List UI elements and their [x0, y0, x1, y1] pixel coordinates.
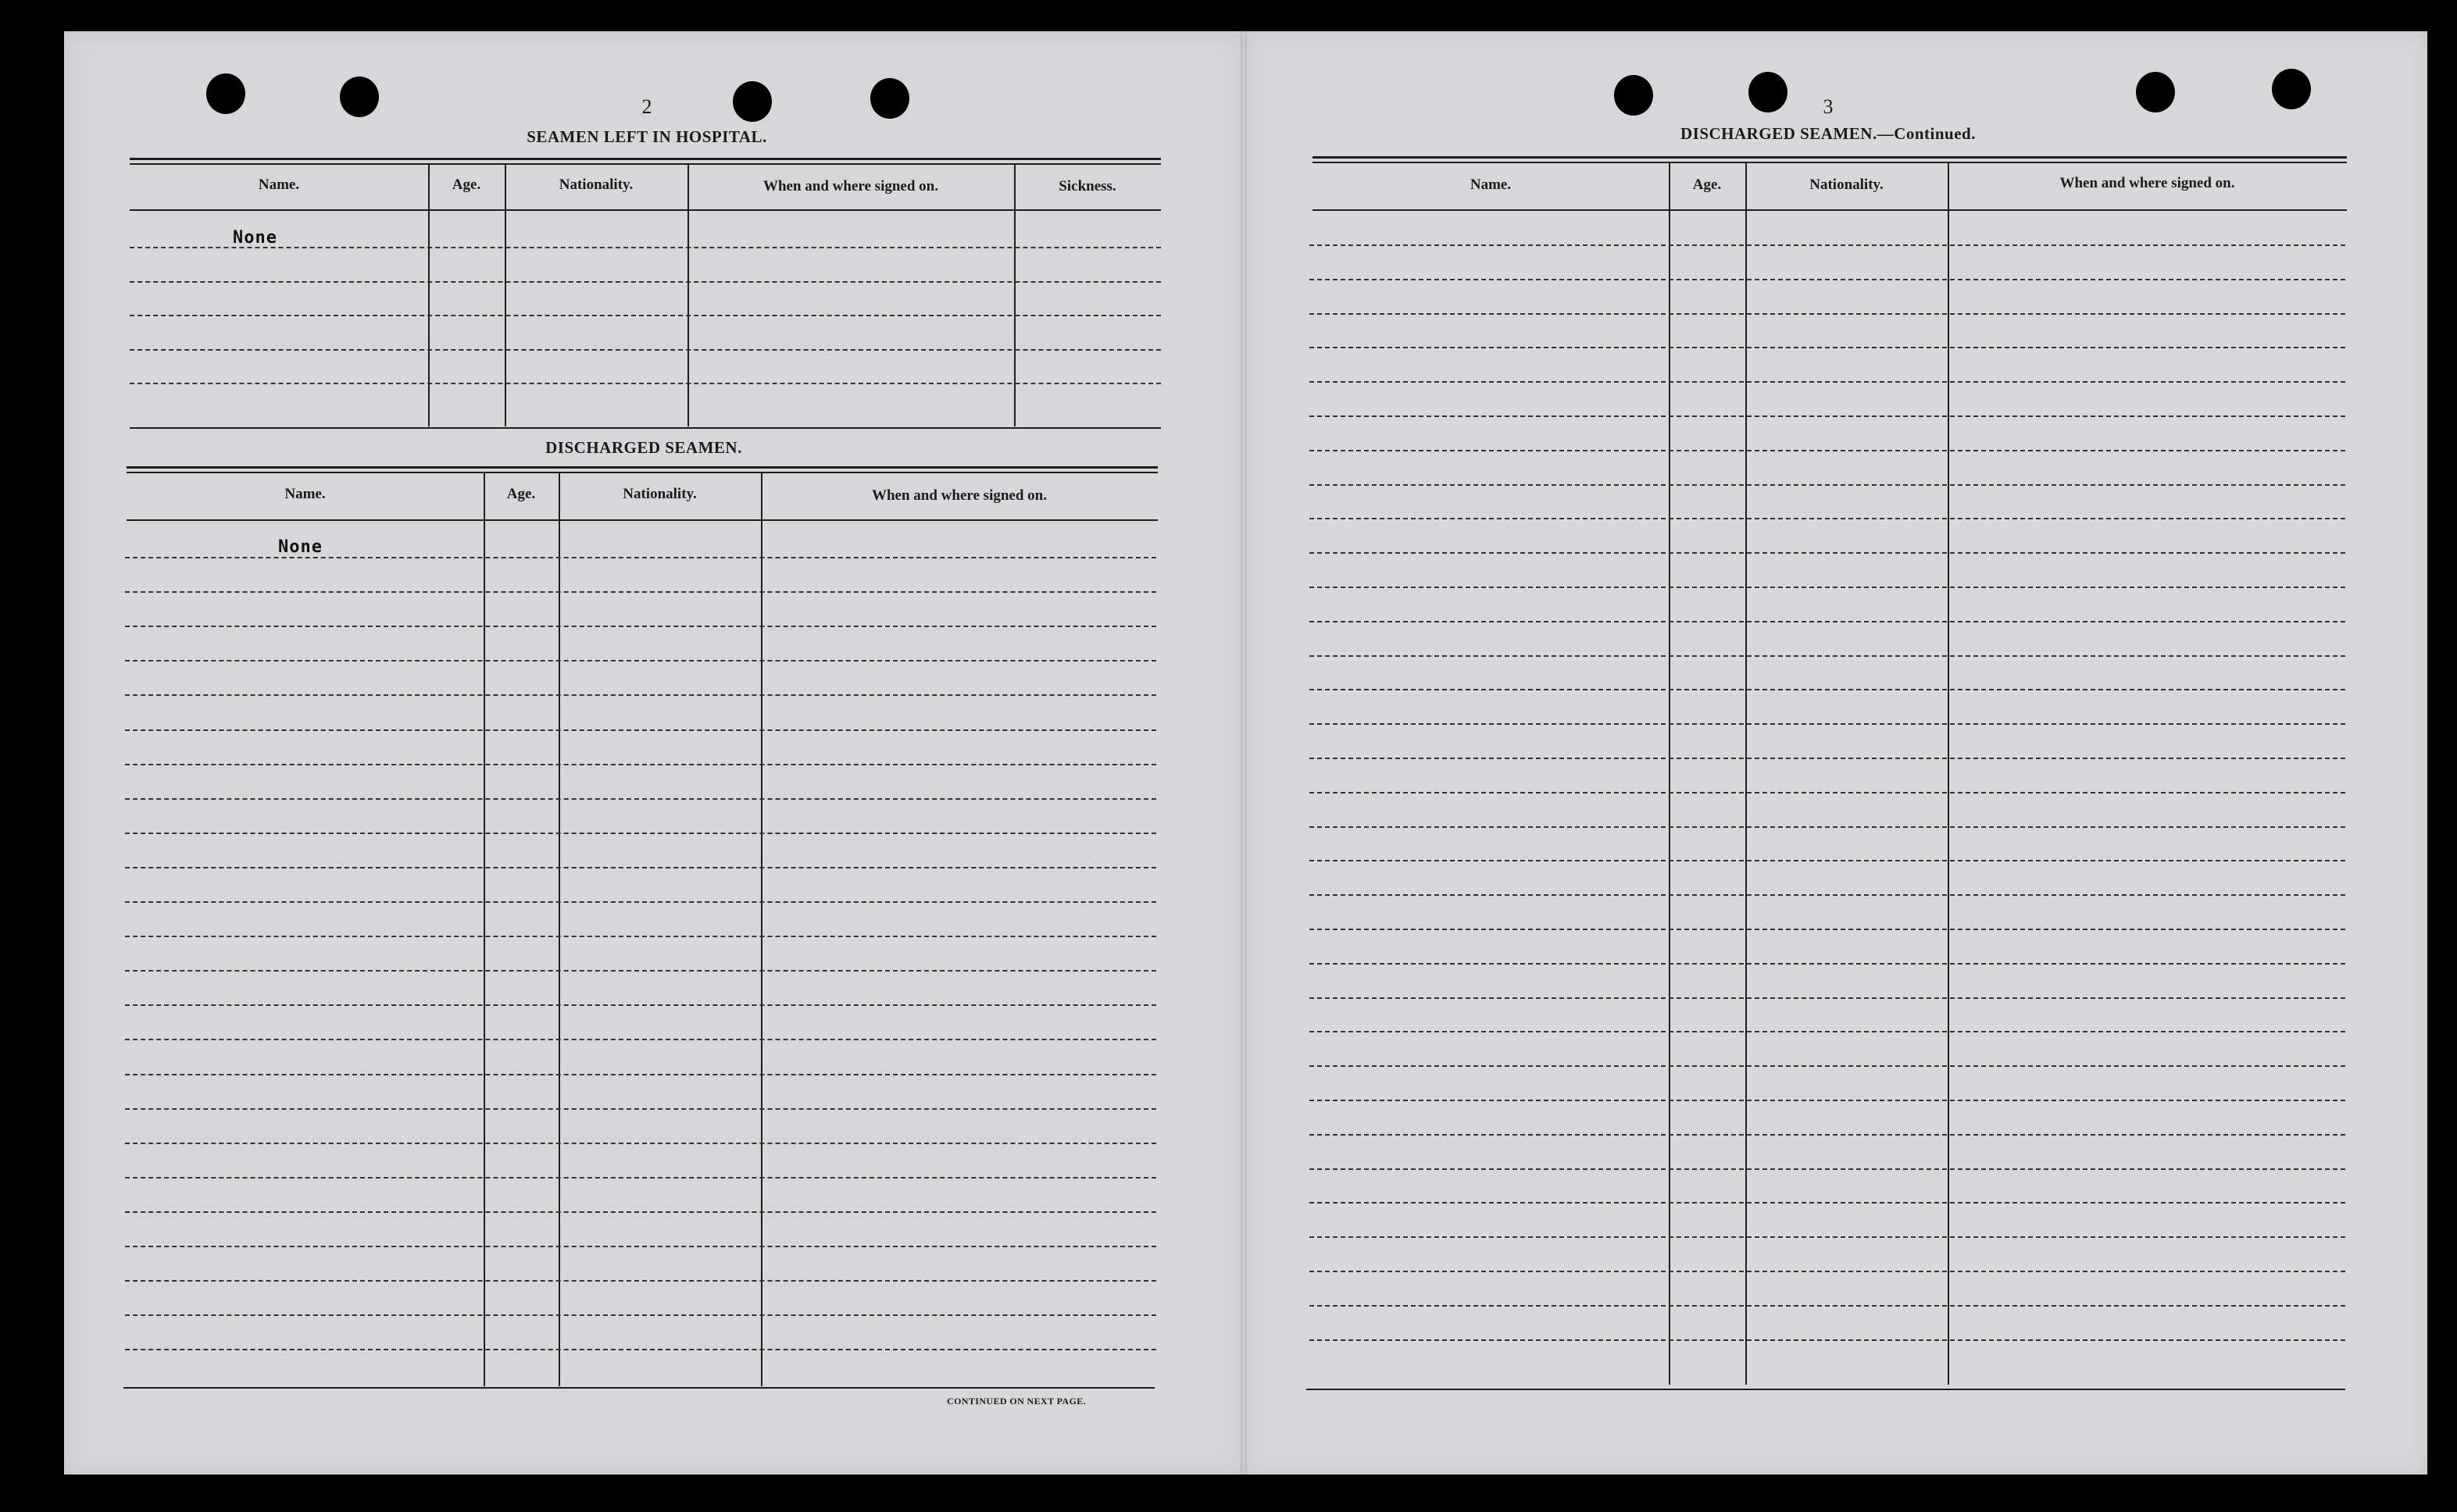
ledger-row-line — [125, 1108, 1156, 1110]
ledger-row-line — [1309, 1236, 2345, 1238]
continued-table-top-rule — [1312, 156, 2347, 159]
ledger-row-line — [125, 660, 1156, 662]
ledger-row-line — [125, 936, 1156, 937]
ledger-row-line — [1309, 279, 2345, 280]
discharged-col-divider — [559, 472, 560, 1386]
ledger-row-line — [1309, 484, 2345, 486]
hospital-header-rule — [130, 209, 1161, 211]
ledger-row-line — [125, 1143, 1156, 1144]
discharged-table-top-rule — [127, 466, 1158, 469]
discharged-col-signed-on: When and where signed on. — [871, 487, 1047, 504]
ledger-row-line — [130, 247, 1161, 248]
ledger-row-line — [125, 1177, 1156, 1179]
discharged-table-top-rule-2 — [127, 472, 1158, 473]
ledger-row-line — [1309, 621, 2345, 622]
ledger-row-line — [1309, 997, 2345, 999]
hospital-col-nationality: Nationality. — [559, 177, 634, 193]
continued-header-rule — [1312, 209, 2347, 211]
ledger-row-line — [125, 798, 1156, 800]
ledger-row-line — [125, 867, 1156, 868]
hospital-table-bottom-rule — [130, 427, 1161, 429]
continued-col-divider — [1745, 162, 1747, 1385]
punch-hole — [2136, 72, 2175, 112]
ledger-row-line — [125, 1349, 1156, 1350]
ledger-row-line — [1309, 244, 2345, 246]
discharged-continued-title: DISCHARGED SEAMEN.—Continued. — [1680, 124, 1976, 143]
hospital-col-divider — [687, 164, 689, 426]
ledger-row-line — [1309, 1100, 2345, 1101]
ledger-row-line — [1309, 518, 2345, 519]
hospital-col-signed-on: When and where signed on. — [762, 178, 938, 194]
ledger-row-line — [1309, 826, 2345, 828]
ledger-row-line — [1309, 758, 2345, 759]
hospital-col-sickness: Sickness. — [1059, 178, 1116, 194]
discharged-col-divider — [761, 472, 762, 1386]
hospital-col-divider — [1014, 164, 1016, 426]
ledger-row-line — [125, 1280, 1156, 1282]
ledger-row-line — [125, 1074, 1156, 1075]
page-number-right: 3 — [1823, 95, 1834, 118]
hospital-section-title: SEAMEN LEFT IN HOSPITAL. — [527, 127, 767, 146]
ledger-row-line — [1309, 1031, 2345, 1032]
punch-hole — [1748, 72, 1787, 112]
ledger-row-line — [1309, 963, 2345, 965]
ledger-row-line — [1309, 552, 2345, 554]
hospital-col-age: Age. — [452, 177, 481, 193]
discharged-table-bottom-rule — [123, 1387, 1155, 1389]
continued-table-bottom-rule — [1306, 1389, 2345, 1390]
ledger-row-line — [125, 557, 1156, 558]
discharged-col-name: Name. — [284, 486, 326, 502]
punch-hole — [870, 78, 909, 119]
ledger-row-line — [1309, 655, 2345, 657]
discharged-entry-name: None — [278, 537, 323, 557]
punch-hole — [2272, 69, 2311, 109]
continued-col-signed-on: When and where signed on. — [2059, 175, 2235, 191]
continued-col-age: Age. — [1692, 177, 1722, 193]
hospital-table-top-rule — [130, 158, 1161, 160]
discharged-col-age: Age. — [506, 486, 536, 502]
punch-hole — [206, 73, 245, 114]
ledger-row-line — [1309, 1168, 2345, 1170]
discharged-col-divider — [484, 472, 485, 1386]
ledger-row-line — [125, 1246, 1156, 1247]
discharged-section-title: DISCHARGED SEAMEN. — [545, 438, 742, 457]
ledger-row-line — [125, 591, 1156, 593]
ledger-row-line — [1309, 860, 2345, 861]
right-page — [1244, 31, 2427, 1475]
ledger-row-line — [1309, 587, 2345, 588]
continued-col-divider — [1948, 162, 1949, 1385]
ledger-row-line — [125, 833, 1156, 834]
page-fold — [1241, 31, 1247, 1475]
ledger-row-line — [125, 970, 1156, 972]
ledger-row-line — [1309, 1134, 2345, 1136]
hospital-col-name: Name. — [258, 177, 300, 193]
continued-table-top-rule-2 — [1312, 162, 2347, 163]
continued-note: CONTINUED ON NEXT PAGE. — [947, 1396, 1087, 1407]
ledger-row-line — [1309, 450, 2345, 451]
ledger-row-line — [1309, 929, 2345, 930]
ledger-row-line — [125, 729, 1156, 731]
ledger-row-line — [130, 349, 1161, 351]
discharged-header-rule — [127, 519, 1158, 521]
continued-col-name: Name. — [1470, 177, 1512, 193]
ledger-row-line — [1309, 1339, 2345, 1341]
ledger-row-line — [125, 694, 1156, 696]
hospital-col-divider — [505, 164, 506, 426]
ledger-row-line — [1309, 1065, 2345, 1067]
ledger-row-line — [1309, 689, 2345, 690]
ledger-row-line — [1309, 792, 2345, 793]
ledger-row-line — [1309, 313, 2345, 315]
ledger-row-line — [130, 281, 1161, 283]
hospital-entry-name: None — [233, 228, 277, 248]
ledger-row-line — [1309, 1305, 2345, 1307]
ledger-row-line — [1309, 415, 2345, 417]
ledger-row-line — [125, 1004, 1156, 1006]
punch-hole — [340, 77, 379, 117]
ledger-row-line — [125, 764, 1156, 765]
ledger-row-line — [1309, 723, 2345, 725]
page-number-left: 2 — [641, 95, 652, 118]
ledger-row-line — [1309, 894, 2345, 896]
continued-col-nationality: Nationality. — [1809, 177, 1884, 193]
ledger-row-line — [125, 1211, 1156, 1213]
ledger-row-line — [1309, 1271, 2345, 1272]
ledger-row-line — [130, 315, 1161, 316]
ledger-row-line — [125, 626, 1156, 627]
ledger-row-line — [1309, 347, 2345, 348]
discharged-col-nationality: Nationality. — [623, 486, 697, 502]
hospital-col-divider — [428, 164, 430, 426]
punch-hole — [1614, 75, 1653, 116]
ledger-row-line — [125, 1039, 1156, 1040]
ledger-row-line — [125, 1314, 1156, 1316]
hospital-table-top-rule-2 — [130, 163, 1161, 165]
punch-hole — [733, 81, 772, 122]
ledger-row-line — [125, 901, 1156, 903]
continued-col-divider — [1669, 162, 1670, 1385]
ledger-row-line — [130, 383, 1161, 384]
ledger-row-line — [1309, 1202, 2345, 1204]
ledger-row-line — [1309, 381, 2345, 383]
